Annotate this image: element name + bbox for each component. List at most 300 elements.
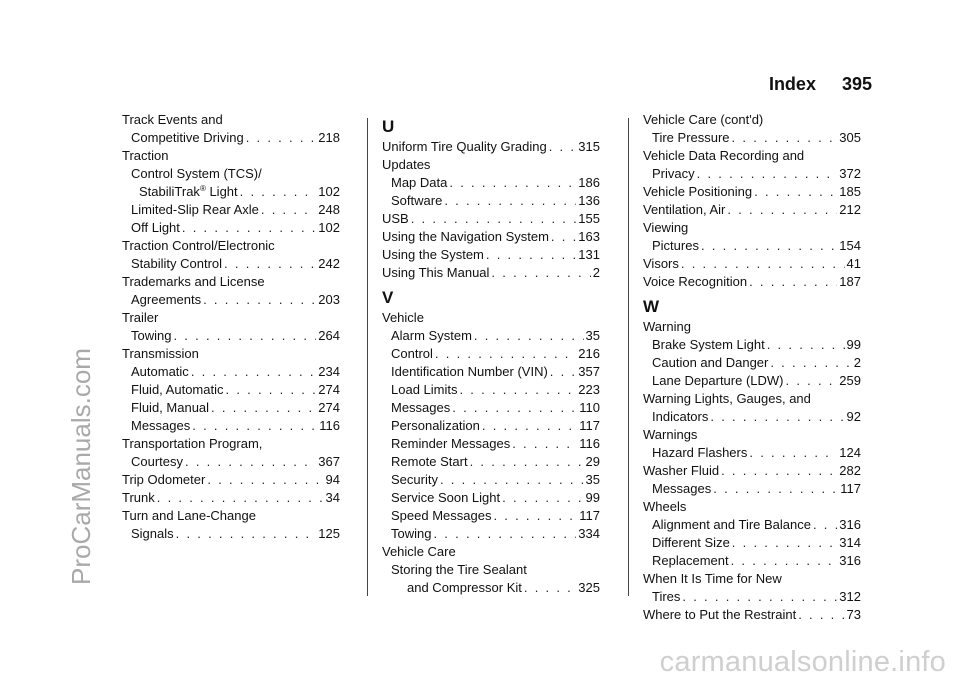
page-ref: 99 [846,337,861,352]
leader-dots [246,129,317,147]
index-entry [382,228,600,246]
index-entry [382,525,600,543]
index-entry [122,363,340,381]
index-entry [643,444,861,462]
index-entry [643,372,861,390]
leader-dots [433,525,576,543]
leader-dots [474,327,584,345]
entry-text [643,112,763,127]
section-title: Index [768,74,816,94]
entry-label: USB [382,211,409,226]
leader-dots [749,444,837,462]
entry-label: Remote Start [391,454,468,469]
entry-text [382,544,456,559]
entry-text [131,201,259,219]
page-ref: 99 [585,490,600,505]
leader-dots [470,453,584,471]
entry-text [643,148,804,163]
page-header [769,74,872,95]
index-entry [122,129,340,147]
entry-label: Alarm System [391,328,472,343]
entry-label: Uniform Tire Quality Grading [382,139,547,154]
index-entry [122,309,340,327]
entry-label: Replacement [652,553,729,568]
leader-dots [732,534,838,552]
page-ref: 73 [846,607,861,622]
index-entry [643,408,861,426]
index-entry [643,318,861,336]
page-ref: 325 [578,580,600,595]
index-entry [382,543,600,561]
index-entry [122,165,340,183]
page-ref: 282 [839,463,861,478]
page-ref: 110 [579,400,600,415]
entry-text [643,255,679,273]
entry-label: Where to Put the Restraint [643,607,797,622]
entry-text [391,489,500,507]
leader-dots [182,219,316,237]
entry-text [122,346,199,361]
index-entry [122,345,340,363]
entry-text [131,381,224,399]
page-ref: 2 [592,265,600,280]
index-entry [382,471,600,489]
index-entry [643,462,861,480]
page-ref: 94 [325,472,340,487]
page-ref: 259 [839,373,861,388]
page-ref: 305 [839,130,861,145]
entry-label: Different Size [652,535,730,550]
index-entry [643,273,861,291]
leader-dots [710,408,844,426]
page-ref: 124 [839,445,861,460]
entry-label: Towing [391,526,432,541]
entry-text [391,562,527,577]
page-ref: 274 [318,400,340,415]
entry-text [382,138,547,156]
index-entry [382,327,600,345]
index-entry [122,489,340,507]
entry-text [391,363,548,381]
page-ref: 41 [846,256,861,271]
entry-text [122,436,262,451]
page-ref: 218 [318,130,340,145]
entry-text [131,525,174,543]
leader-dots [261,201,316,219]
entry-text [131,327,171,345]
entry-text [652,444,747,462]
entry-label: Tires [652,589,681,604]
index-entry [122,237,340,255]
index-entry [643,147,861,165]
index-column-1 [122,111,340,543]
index-entry [122,417,340,435]
index-entry [382,579,600,597]
index-entry [122,525,340,543]
entry-text [139,183,238,201]
leader-dots [459,381,576,399]
page-ref: 312 [839,589,861,604]
page-ref: 154 [839,238,861,253]
index-entry [643,165,861,183]
page-ref: 316 [839,553,861,568]
leader-dots [524,579,576,597]
entry-text [391,417,480,435]
leader-dots [681,255,845,273]
index-entry [122,111,340,129]
index-entry [382,309,600,327]
page-ref: 234 [318,364,340,379]
leader-dots [444,192,576,210]
entry-label: Reminder Messages [391,436,511,451]
entry-text [391,525,431,543]
index-entry [382,399,600,417]
page-ref: 367 [318,454,340,469]
entry-text [652,480,711,498]
entry-text [407,579,522,597]
page-ref: 155 [578,211,600,226]
entry-label: Fluid, Manual [131,400,210,415]
page-ref: 203 [318,292,340,307]
entry-label: Limited-Slip Rear Axle [131,202,259,217]
page-ref: 223 [578,382,600,397]
index-entry [643,588,861,606]
leader-dots [682,588,837,606]
entry-text [391,453,468,471]
leader-dots [482,417,577,435]
leader-dots [701,237,837,255]
entry-text [652,354,768,372]
entry-label: Competitive Driving [131,130,244,145]
entry-label: Traction Control/Electronic [122,238,275,253]
entry-label: Control System (TCS)/ [131,166,262,181]
leader-dots [486,246,576,264]
entry-text [652,237,699,255]
index-entry [122,399,340,417]
index-entry [643,237,861,255]
page-ref: 35 [585,472,600,487]
entry-text [382,228,549,246]
entry-label: Agreements [131,292,202,307]
page-ref: 248 [318,202,340,217]
page-ref: 117 [579,508,600,523]
entry-label: Pictures [652,238,699,253]
entry-text [131,255,222,273]
page-ref: 92 [846,409,861,424]
entry-text [652,516,811,534]
index-entry [643,111,861,129]
index-entry [122,219,340,237]
entry-label: Software [391,193,443,208]
entry-text [652,552,729,570]
entry-label: Vehicle Positioning [643,184,753,199]
entry-label: Map Data [391,175,448,190]
entry-text [391,381,457,399]
entry-label: When It Is Time for New [643,571,782,586]
entry-text [382,157,430,172]
entry-label: Messages [131,418,191,433]
page-ref: 29 [585,454,600,469]
entry-label: Indicators [652,409,709,424]
index-entry [643,606,861,624]
leader-dots [713,480,838,498]
page-ref: 131 [578,247,600,262]
index-entry [122,183,340,201]
entry-label: Courtesy [131,454,184,469]
entry-label: Vehicle Care (cont'd) [643,112,764,127]
page-ref: 117 [579,418,600,433]
entry-label: Track Events and [122,112,223,127]
index-entry [382,192,600,210]
index-entry [122,255,340,273]
leader-dots [185,453,316,471]
leader-dots [721,462,837,480]
column-divider [628,118,629,596]
entry-label: Vehicle Data Recording and [643,148,805,163]
leader-dots [435,345,576,363]
entry-label: Trunk [122,490,155,505]
entry-label: Using This Manual [382,265,490,280]
entry-text [652,165,695,183]
entry-text [122,274,265,289]
index-entry [382,381,600,399]
entry-label: Trip Odometer [122,472,206,487]
page-ref: 357 [578,364,600,379]
entry-label: Brake System Light [652,337,765,352]
entry-text [122,238,275,253]
index-entry [643,183,861,201]
entry-text [391,345,433,363]
watermark-procarmanuals: ProCarManuals.com [66,348,96,585]
entry-label: Turn and Lane-Change [122,508,256,523]
index-entry [382,174,600,192]
index-entry [122,291,340,309]
entry-text [391,174,447,192]
leader-dots [224,255,316,273]
leader-dots [173,327,316,345]
entry-text [131,363,189,381]
leader-dots [754,183,837,201]
entry-text [643,606,796,624]
index-entry [382,363,600,381]
entry-label: Privacy [652,166,695,181]
leader-dots [551,228,576,246]
index-entry [122,507,340,525]
entry-text [652,408,708,426]
leader-dots [491,264,590,282]
leader-dots [786,372,838,390]
index-entry [382,138,600,156]
entry-label: Warnings [643,427,698,442]
entry-text [131,453,183,471]
entry-label: Wheels [643,499,687,514]
entry-label: Signals [131,526,174,541]
entry-label: Hazard Flashers [652,445,748,460]
entry-text [643,201,725,219]
entry-text [131,219,180,237]
leader-dots [727,201,837,219]
index-entry [382,345,600,363]
entry-text [391,435,510,453]
entry-label: Vehicle Care [382,544,456,559]
index-entry [122,453,340,471]
index-column-2 [382,111,600,597]
page-ref: 185 [839,184,861,199]
entry-text [652,336,765,354]
leader-dots [749,273,837,291]
page-ref: 102 [318,220,340,235]
leader-dots [732,129,838,147]
leader-dots [767,336,845,354]
leader-dots [240,183,317,201]
index-entry [382,156,600,174]
leader-dots [211,399,316,417]
entry-text [131,129,244,147]
section-letter: V [382,288,394,307]
column-divider [367,118,368,596]
page-ref: 116 [579,436,600,451]
index-entry [643,336,861,354]
index-entry [382,453,600,471]
entry-text [643,462,719,480]
page-ref: 274 [318,382,340,397]
leader-dots [549,138,577,156]
entry-text [391,327,472,345]
entry-text [391,192,442,210]
entry-label: Stability Control [131,256,223,271]
entry-label: Warning Lights, Gauges, and [643,391,811,406]
page-ref: 2 [853,355,861,370]
entry-text [652,588,680,606]
page-ref: 264 [318,328,340,343]
leader-dots [512,435,577,453]
leader-dots [191,363,316,381]
index-entry [643,201,861,219]
index-entry [382,561,600,579]
page-ref: 187 [839,274,861,289]
page-ref: 35 [585,328,600,343]
entry-label: Updates [382,157,431,172]
entry-label: Load Limits [391,382,458,397]
index-entry [122,435,340,453]
entry-label: Personalization [391,418,480,433]
page-ref: 242 [318,256,340,271]
entry-label: StabiliTrak [139,184,200,199]
page-ref: 34 [325,490,340,505]
entry-text [643,220,688,235]
leader-dots [157,489,324,507]
entry-label: Transportation Program, [122,436,263,451]
leader-dots [731,552,838,570]
entry-text [652,129,730,147]
page-ref: 316 [839,517,861,532]
leader-dots [798,606,844,624]
entry-label: Voice Recognition [643,274,748,289]
entry-label: Off Light [131,220,180,235]
entry-text [131,399,209,417]
index-entry [643,552,861,570]
index-entry [643,480,861,498]
index-entry [382,417,600,435]
entry-label: Fluid, Automatic [131,382,224,397]
entry-text [131,291,201,309]
entry-text [122,471,205,489]
entry-label: Lane Departure (LDW) [652,373,784,388]
entry-text [643,273,747,291]
index-entry [122,147,340,165]
page-ref: 212 [839,202,861,217]
entry-label: Warning [643,319,691,334]
entry-text [382,246,484,264]
index-entry [122,471,340,489]
index-entry [643,534,861,552]
leader-dots [550,363,577,381]
entry-label-suffix: Light [205,184,238,199]
entry-text [382,210,409,228]
page-ref: 372 [839,166,861,181]
entry-text [643,427,697,442]
entry-label: and Compressor Kit [407,580,522,595]
entry-text [643,319,691,334]
entry-label: Service Soon Light [391,490,501,505]
entry-label: Trailer [122,310,159,325]
leader-dots [203,291,316,309]
index-entry [122,273,340,291]
entry-label: Using the Navigation System [382,229,549,244]
index-entry [382,489,600,507]
entry-text [652,372,784,390]
entry-text [122,148,168,163]
entry-label: Ventilation, Air [643,202,726,217]
entry-text [122,310,158,325]
entry-text [643,499,686,514]
entry-text [643,571,782,586]
leader-dots [770,354,851,372]
entry-label: Storing the Tire Sealant [391,562,527,577]
page-ref: 163 [578,229,600,244]
entry-text [382,264,489,282]
entry-label: Messages [391,400,451,415]
entry-label: Automatic [131,364,189,379]
entry-label: Using the System [382,247,484,262]
entry-text [391,471,438,489]
index-entry [122,201,340,219]
entry-label: Messages [652,481,712,496]
page-ref: 216 [578,346,600,361]
index-entry [643,255,861,273]
leader-dots [411,210,577,228]
index-entry [382,435,600,453]
entry-text [643,391,811,406]
entry-text [122,489,155,507]
page-ref: 125 [318,526,340,541]
leader-dots [449,174,576,192]
leader-dots [502,489,583,507]
entry-text [382,310,424,325]
entry-text [652,534,730,552]
leader-dots [226,381,317,399]
index-entry [643,129,861,147]
entry-label: Transmission [122,346,199,361]
entry-label: Washer Fluid [643,463,720,478]
entry-label: Visors [643,256,679,271]
section-letter: U [382,117,395,136]
section-letter: W [643,297,660,316]
page-ref: 117 [840,481,861,496]
index-entry [122,381,340,399]
index-entry [643,354,861,372]
index-entry [643,219,861,237]
